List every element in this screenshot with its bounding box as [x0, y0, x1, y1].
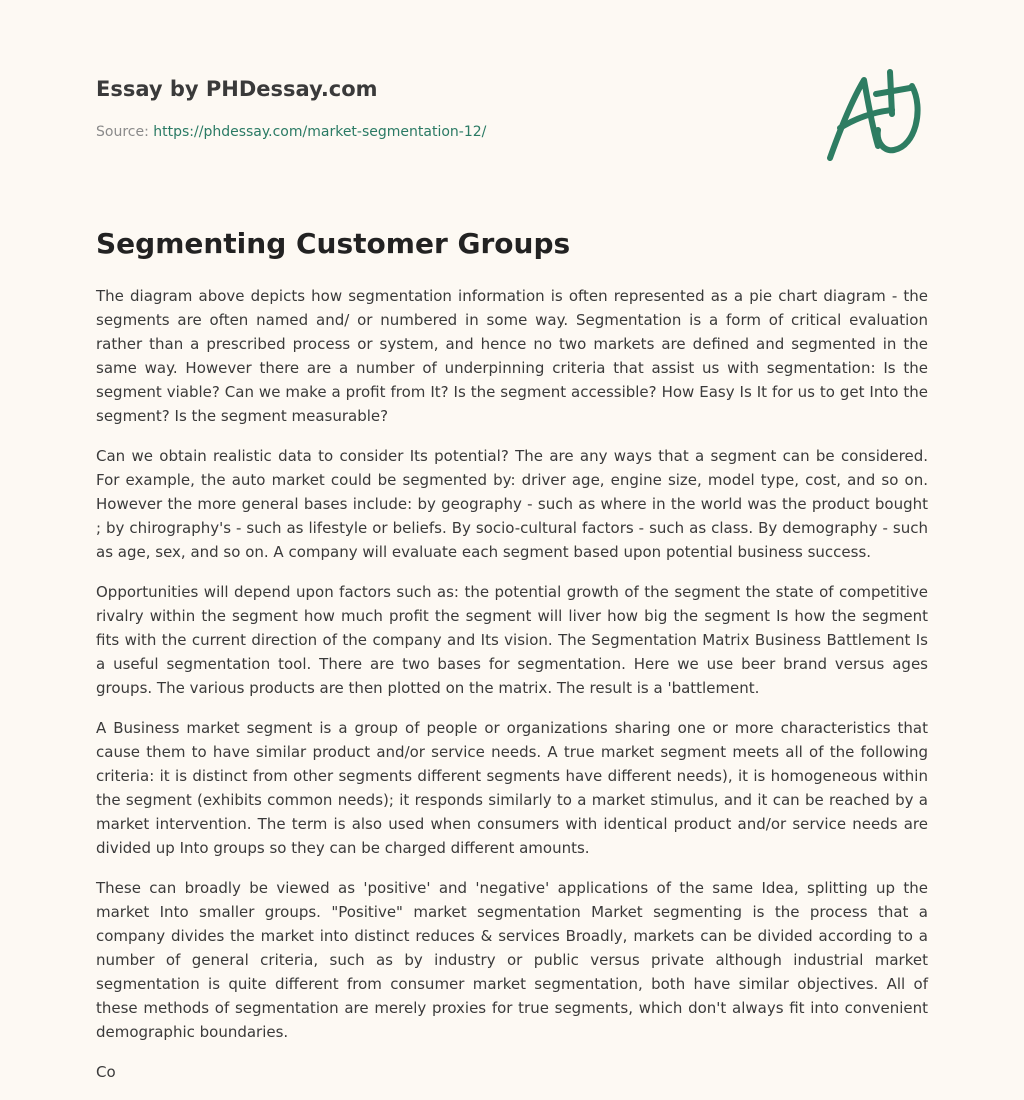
essay-paragraph: Can we obtain realistic data to consider Its potential? The are any ways that a segment can be considered. For example, the auto market could be segmented by: driver age, engine size, model type, cost, and so on. However the more general bases include: by geography - such as where in the world was the product bought ; by chirography's - such as lifestyle or beliefs. By socio-cultural factors - such as class. By demography - such as age, sex, and so on. A company will evaluate each segment based upon potential business success.	[96, 447, 928, 561]
a-plus-grade-icon	[826, 68, 926, 164]
essay-title: Segmenting Customer Groups	[96, 227, 571, 260]
source-line	[96, 124, 486, 140]
essay-paragraph: A Business market segment is a group of people or organizations sharing one or more characteristics that cause them to have similar product and/or service needs. A true market segment meets all of the following criteria: it is distinct from other segments different segments have different needs), it is homogeneous within the segment (exhibits common needs); it responds similarly to a market stimulus, and it can be reached by a market intervention. The term is also used when consumers with identical product and/or service needs are divided up Into groups so they can be charged different amounts.	[96, 719, 928, 857]
a-plus-grade-icon-plus-horizontal	[876, 88, 910, 94]
site-title: Essay by PHDessay.com	[96, 77, 378, 101]
essay-body	[96, 284, 928, 1100]
essay-paragraph: The diagram above depicts how segmentation information is often represented as a pie chart diagram - the segments are often named and/ or numbered in some way. Segmentation is a form of critical evaluation rather than a prescribed process or system, and hence no two markets are defined and segmented in the same way. However there are a number of underpinning criteria that assist us with segmentation: Is the segment viable? Can we make a profit from It? Is the segment accessible? How Easy Is It for us to get Into the segment? Is the segment measurable?	[96, 287, 928, 425]
essay-paragraph: These can broadly be viewed as 'positive' and 'negative' applications of the same Idea, splitting up the market Into smaller groups. "Positive" market segmentation Market segmenting is the process that a company divides the market into distinct reduces & services Broadly, markets can be divided according to a number of general criteria, such as by industry or public versus private although industrial market segmentation is quite different from consumer market segmentation, both have similar objectives. All of these methods of segmentation are merely proxies for true segments, which don't always fit into convenient demographic boundaries.	[96, 879, 928, 1041]
source-label: Source:	[96, 124, 154, 140]
source-link[interactable]: https://phdessay.com/market-segmentation-12/	[153, 124, 487, 140]
essay-paragraph: Opportunities will depend upon factors such as: the potential growth of the segment the state of competitive rivalry within the segment how much profit the segment will liver how big the segment Is how the segment fits with the current direction of the company and Its vision. The Segmentation Matrix Business Battlement Is a useful segmentation tool. There are two bases for segmentation. Here we use beer brand versus ages groups. The various products are then plotted on the matrix. The result is a 'battlement.	[96, 583, 928, 697]
essay-paragraph-truncated: Co	[96, 1063, 116, 1081]
